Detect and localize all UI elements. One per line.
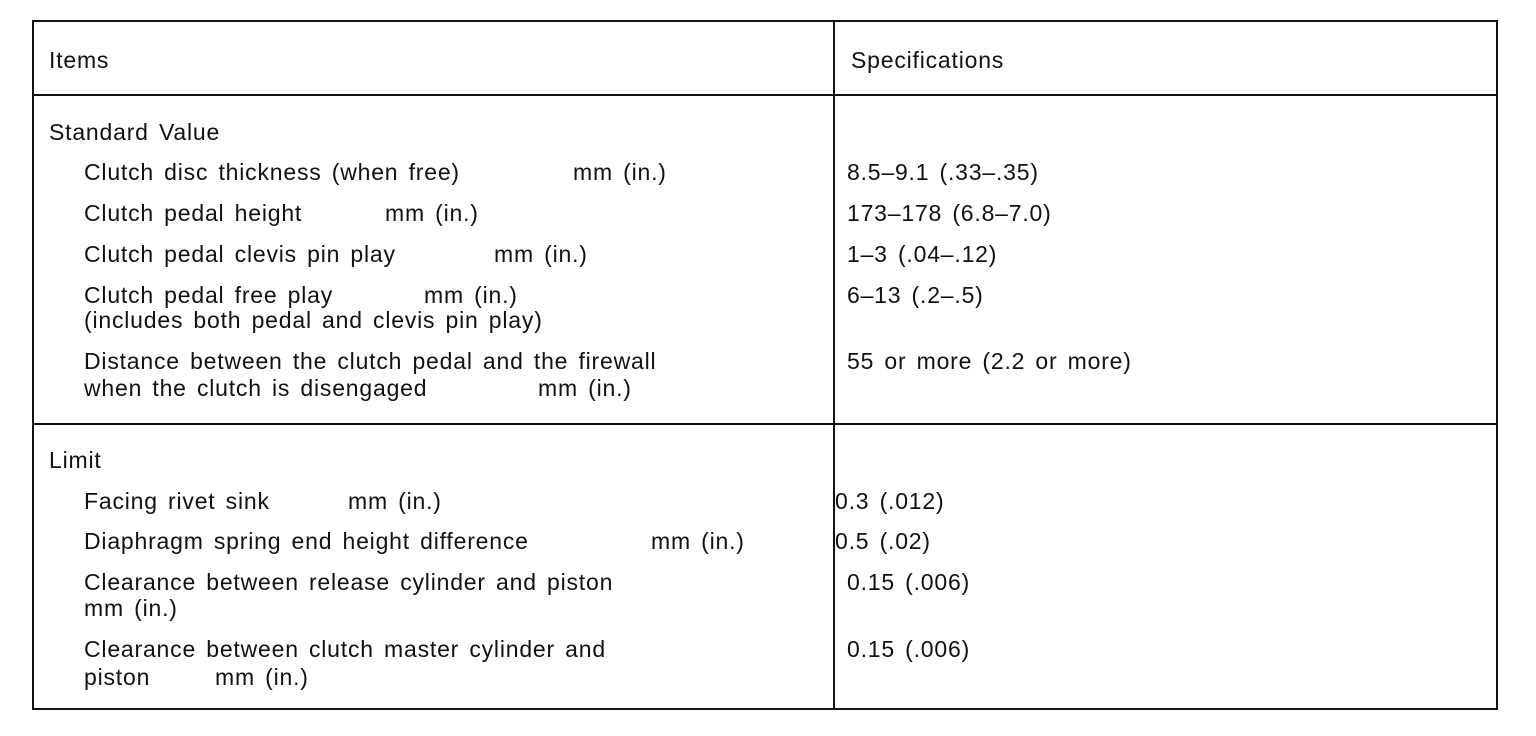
item-label-line2: (includes both pedal and clevis pin play)	[84, 307, 543, 333]
header-divider	[34, 94, 1496, 96]
item-unit: mm (in.)	[215, 664, 309, 690]
spec-value: 0.5 (.02)	[835, 528, 931, 554]
spec-value: 0.15 (.006)	[847, 636, 971, 662]
item-unit: mm (in.)	[424, 282, 518, 308]
item-label-line2: piston	[84, 664, 151, 690]
item-label: Diaphragm spring end height difference	[84, 528, 529, 554]
spec-value: 8.5–9.1 (.33–.35)	[847, 159, 1039, 185]
item-unit: mm (in.)	[651, 528, 745, 554]
item-unit: mm (in.)	[348, 488, 442, 514]
item-unit: mm (in.)	[538, 375, 632, 401]
item-label: Clutch pedal clevis pin play	[84, 241, 396, 267]
item-unit: mm (in.)	[385, 200, 479, 226]
header-specifications: Specifications	[851, 47, 1005, 73]
item-label: Clutch pedal free play	[84, 282, 334, 308]
item-label: Clutch disc thickness (when free)	[84, 159, 460, 185]
spec-value: 173–178 (6.8–7.0)	[847, 200, 1052, 226]
item-unit: mm (in.)	[494, 241, 588, 267]
section-heading-limit: Limit	[49, 447, 102, 473]
item-unit: mm (in.)	[573, 159, 667, 185]
spec-value: 0.15 (.006)	[847, 569, 971, 595]
spec-value: 55 or more (2.2 or more)	[847, 348, 1132, 374]
column-divider	[833, 22, 835, 708]
item-label: Clutch pedal height	[84, 200, 303, 226]
item-label: Clearance between release cylinder and piston	[84, 569, 614, 595]
item-label: Clearance between clutch master cylinder and	[84, 636, 606, 662]
item-label-line2: mm (in.)	[84, 595, 178, 621]
item-label: Facing rivet sink	[84, 488, 270, 514]
specifications-table	[32, 20, 1498, 710]
section-divider	[34, 423, 1496, 425]
item-label-line2: when the clutch is disengaged	[84, 375, 428, 401]
spec-value: 1–3 (.04–.12)	[847, 241, 998, 267]
item-label: Distance between the clutch pedal and the firewall	[84, 348, 657, 374]
section-heading-standard: Standard Value	[49, 119, 221, 145]
header-items: Items	[49, 47, 110, 73]
spec-value: 6–13 (.2–.5)	[847, 282, 984, 308]
spec-value: 0.3 (.012)	[835, 488, 945, 514]
